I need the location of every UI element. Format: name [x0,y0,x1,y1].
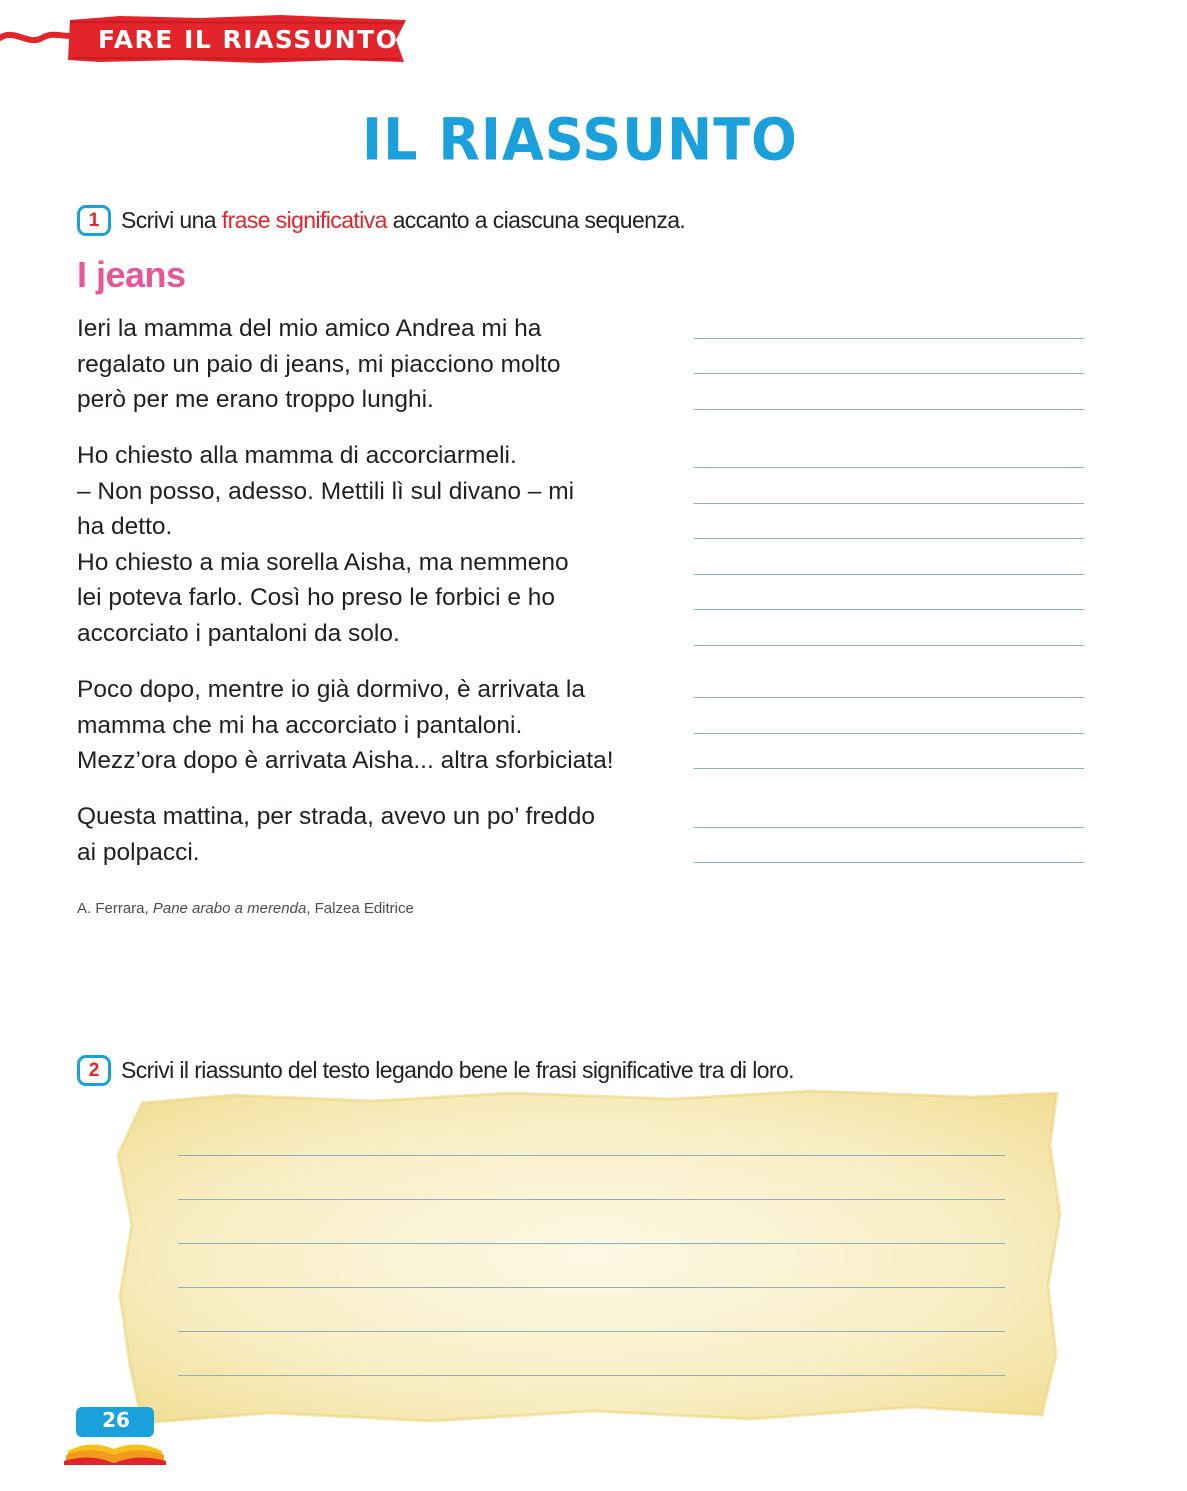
text-line: Ieri la mamma del mio amico Andrea mi ha [77,315,542,342]
text-line: però per me erano troppo lunghi. [77,386,434,413]
instruction-highlight: frase significativa [221,207,387,233]
exercise-number-badge: 2 [77,1055,111,1086]
summary-answer-line[interactable] [178,1287,1005,1288]
text-line: mamma che mi ha accorciato i pantaloni. [77,711,523,739]
text-line: ai polpacci. [77,838,200,866]
page-title: IL RIASSUNTO [362,105,798,174]
summary-answer-line[interactable] [178,1375,1005,1376]
text-line: regalato un paio di jeans, mi piacciono molto [77,350,561,378]
answer-line[interactable] [694,697,1084,698]
summary-answer-line[interactable] [178,1155,1005,1156]
answer-line[interactable] [694,862,1084,863]
answer-line[interactable] [694,733,1084,734]
answer-line[interactable] [694,538,1084,539]
story-paragraph-2 [77,438,667,651]
exercise-2-text: Scrivi il riassunto del testo legando bene le frasi significative tra di loro. [121,1057,794,1083]
summary-answer-line[interactable] [178,1243,1005,1244]
answer-line[interactable] [694,338,1084,339]
summary-answer-line[interactable] [178,1199,1005,1200]
text-line: – Non posso, adesso. Mettili lì sul divano – mi [77,477,575,505]
exercise-2-instruction [77,1055,794,1086]
source-author: A. Ferrara, [77,900,153,917]
instruction-text-start: Scrivi una [121,207,222,233]
section-label: FARE IL RIASSUNTO [98,25,399,54]
answer-line[interactable] [694,609,1084,610]
text-line: lei poteva farlo. Così ho preso le forbici e ho [77,584,556,611]
text-line: Mezz’ora dopo è arrivata Aisha... altra sforbiciata! [77,747,614,774]
summary-answer-line[interactable] [178,1331,1005,1332]
text-line: Ho chiesto alla mamma di accorciarmeli. [77,442,517,469]
answer-line[interactable] [694,503,1084,504]
story-paragraph-1 [77,311,667,418]
answer-line[interactable] [694,768,1084,769]
watercolor-paper-background [112,1085,1062,1430]
page-number: 26 [102,1408,130,1432]
answer-line[interactable] [694,409,1084,410]
source-citation [77,900,414,917]
text-line: accorciato i pantaloni da solo. [77,619,400,647]
answer-line[interactable] [694,645,1084,646]
text-line: ha detto. [77,513,173,540]
story-paragraph-3 [77,672,667,779]
answer-line[interactable] [694,827,1084,828]
exercise-1-text [121,207,685,234]
answer-line[interactable] [694,574,1084,575]
instruction-text-end: accanto a ciascuna sequenza. [386,207,686,233]
answer-line[interactable] [694,467,1084,468]
text-line: Ho chiesto a mia sorella Aisha, ma nemmeno [77,548,569,576]
story-paragraph-4 [77,799,667,870]
text-line: Questa mattina, per strada, avevo un po’ freddo [77,803,595,830]
answer-line[interactable] [694,373,1084,374]
section-banner [0,0,420,80]
story-title: I jeans [77,254,186,295]
text-line: Poco dopo, mentre io già dormivo, è arrivata la [77,676,585,703]
source-book-title: Pane arabo a merenda [152,900,307,917]
source-publisher: , Falzea Editrice [306,900,414,917]
exercise-1-instruction [77,205,685,236]
exercise-number-badge: 1 [77,205,111,236]
